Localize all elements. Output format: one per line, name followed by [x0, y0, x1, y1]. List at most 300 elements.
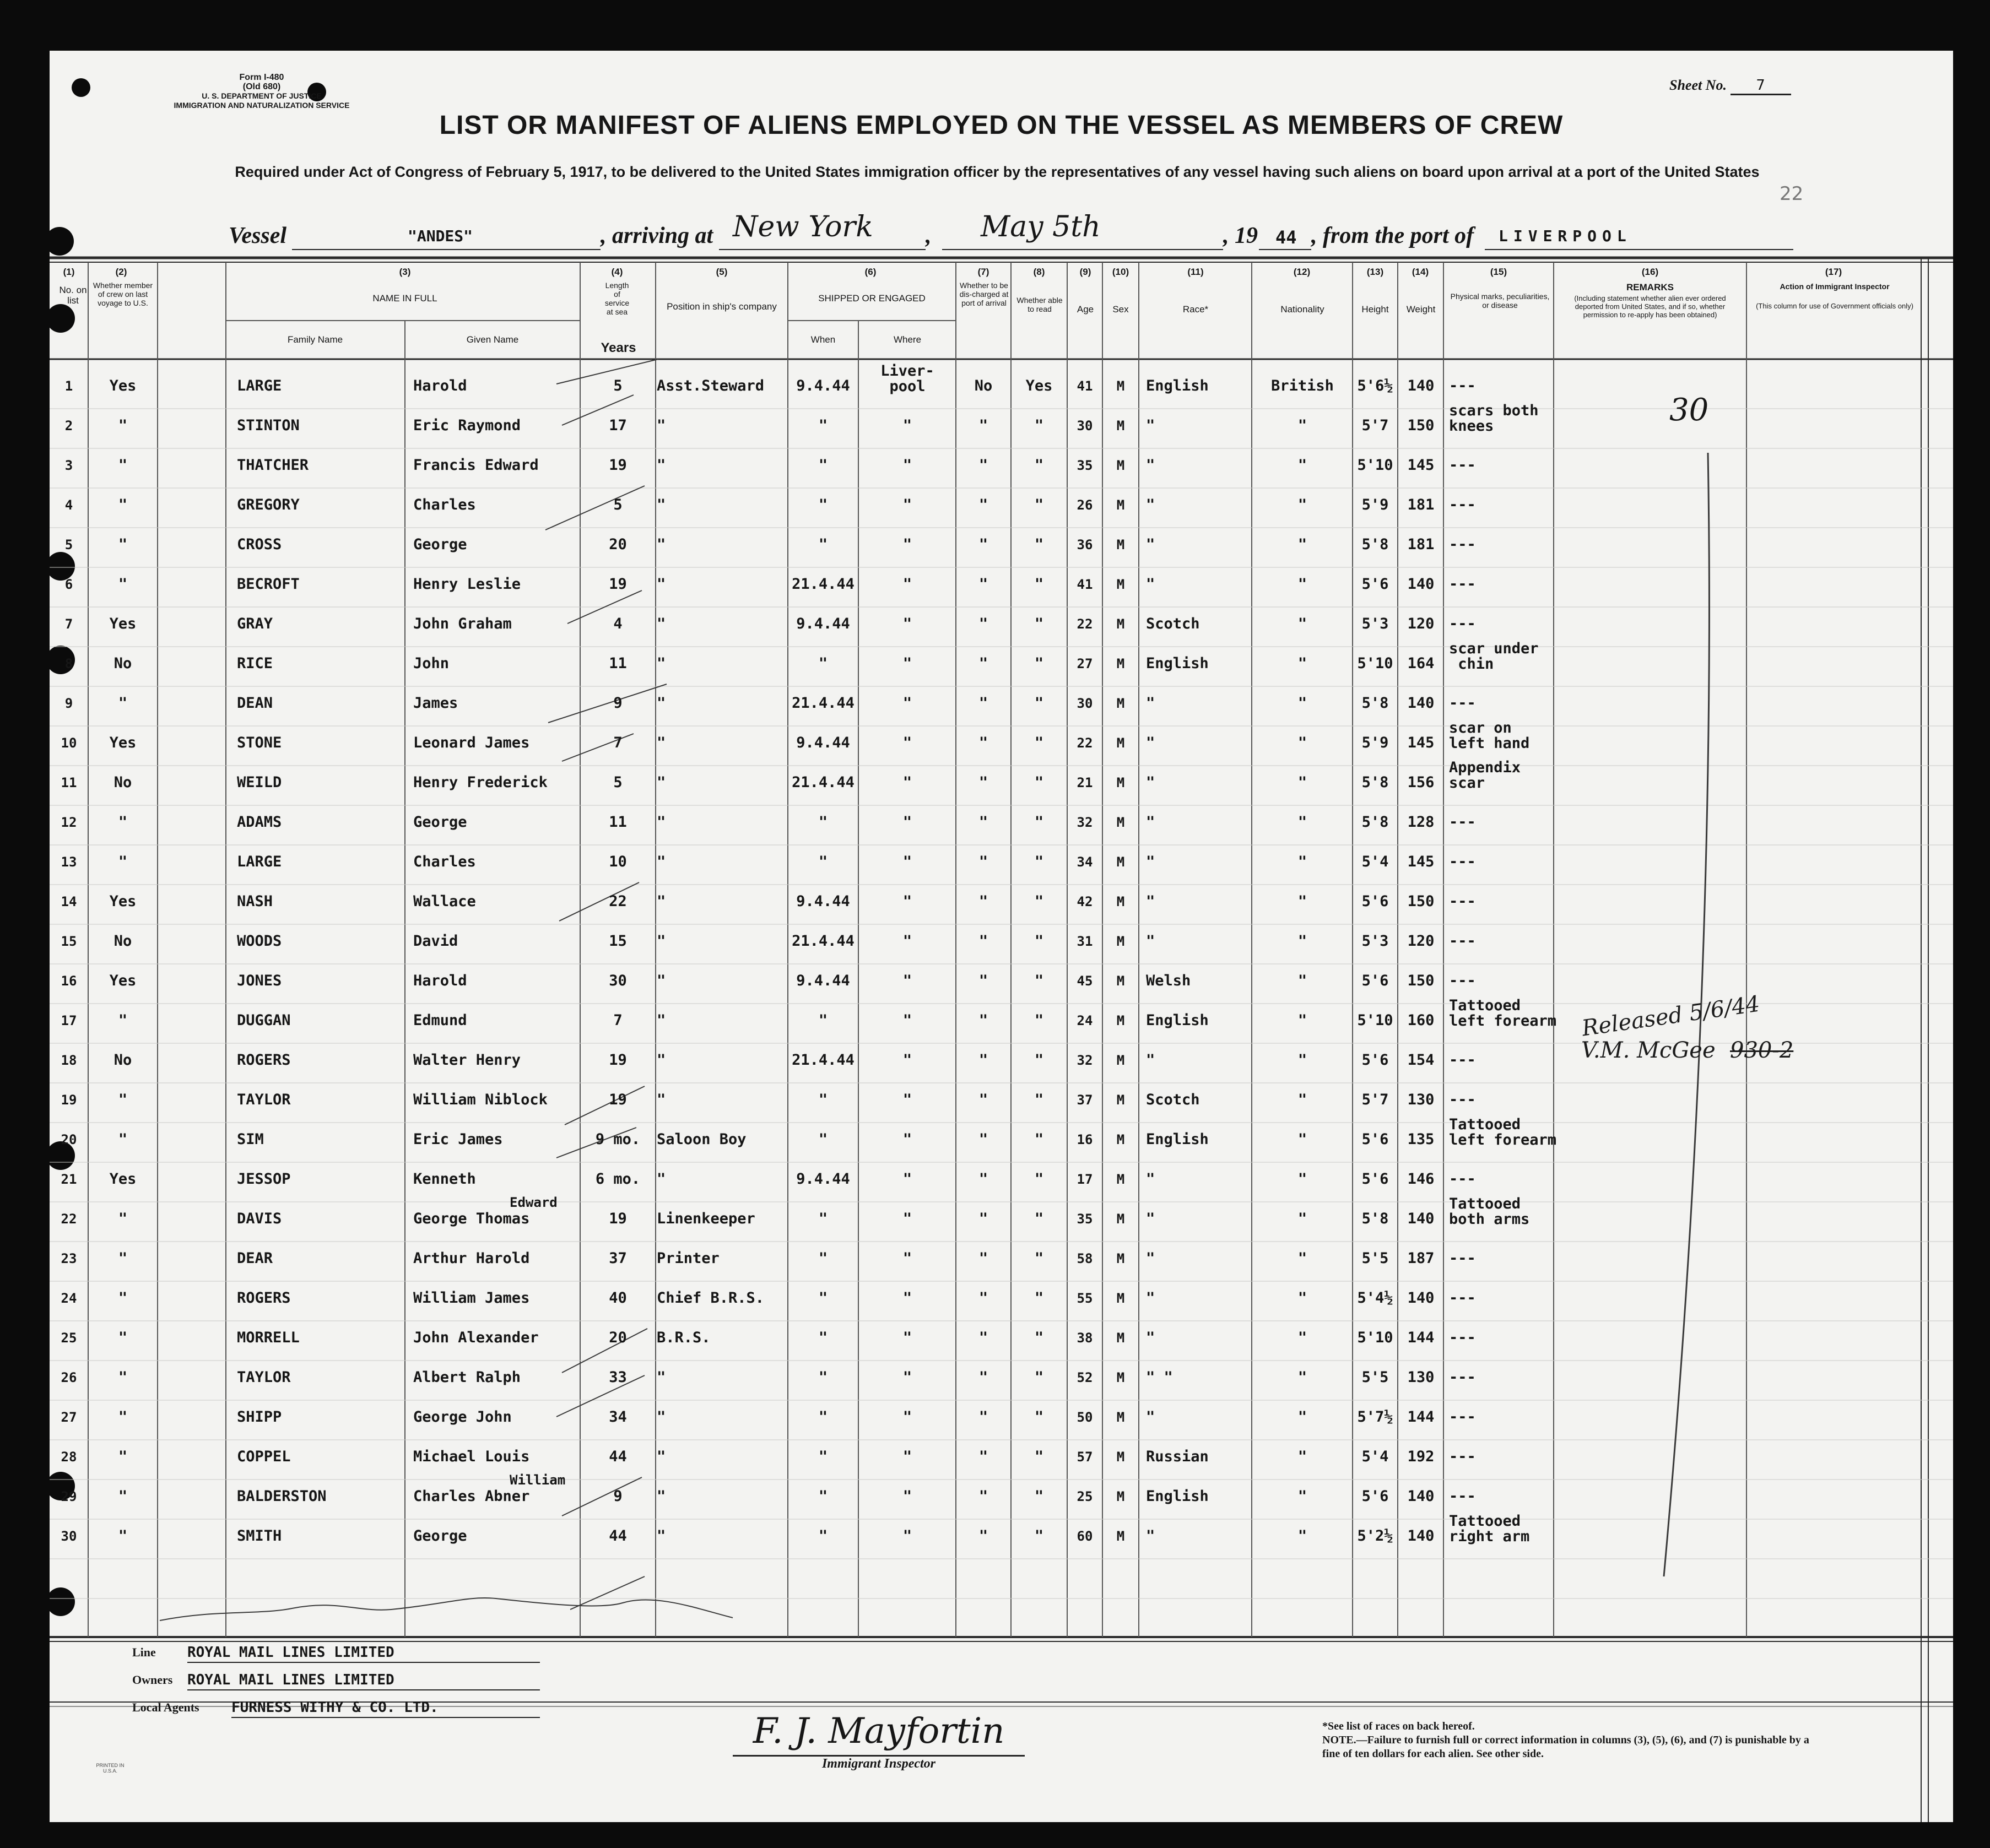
- cell-weight: 144: [1407, 1408, 1435, 1426]
- cell-discharged: ": [978, 1369, 988, 1386]
- cell-nationality: ": [1297, 615, 1307, 632]
- cell-sex: M: [1116, 973, 1125, 989]
- cell-years-at-sea: 19: [609, 457, 627, 474]
- cell-given-name: Henry Frederick: [413, 774, 548, 791]
- cell-family-name: DEAR: [237, 1250, 273, 1267]
- col3-family-header: Family Name: [287, 334, 343, 345]
- col7-header: Whether to be dis-charged at port of arrival: [959, 281, 1009, 307]
- punch-hole: [50, 227, 74, 256]
- cell-able-to-read: ": [1034, 1012, 1044, 1029]
- cell-last-voyage: No: [113, 933, 132, 950]
- cell-last-voyage: ": [118, 1448, 128, 1465]
- cell-height: 5'3: [1361, 933, 1389, 950]
- cell-given-name: William Niblock: [413, 1091, 548, 1108]
- cell-nationality: ": [1297, 1210, 1307, 1227]
- cell-family-name: DAVIS: [237, 1210, 282, 1227]
- col10-header: Sex: [1112, 304, 1129, 315]
- cell-weight: 130: [1407, 1369, 1435, 1386]
- cell-shipped-where: ": [902, 576, 912, 593]
- cell-last-voyage: ": [118, 814, 128, 831]
- agents-value: FURNESS WITHY & CO. LTD.: [231, 1699, 540, 1718]
- form-old-number: (Old 680): [242, 82, 281, 91]
- col10-num: (10): [1112, 267, 1129, 277]
- col1-num: (1): [63, 267, 75, 277]
- cell-discharged: ": [978, 655, 988, 672]
- cell-shipped-where: ": [902, 774, 912, 791]
- cell-able-to-read: ": [1034, 933, 1044, 950]
- cell-last-voyage: ": [118, 1091, 128, 1108]
- cell-physical-marks: ---: [1449, 457, 1476, 474]
- cell-weight: 140: [1407, 1289, 1435, 1307]
- cell-shipped-when: ": [818, 1250, 828, 1267]
- cell-sex: M: [1116, 775, 1125, 790]
- sheet-number-field: [1669, 77, 1791, 95]
- cell-family-name: NASH: [237, 893, 273, 910]
- col11-header: Race*: [1182, 304, 1209, 315]
- cell-race: ": [1146, 417, 1155, 434]
- cell-age: 38: [1077, 1330, 1093, 1346]
- cell-physical-marks: ---: [1449, 972, 1476, 989]
- cell-shipped-when: ": [818, 417, 828, 434]
- cell-age: 42: [1077, 894, 1093, 909]
- cell-race: ": [1146, 695, 1155, 712]
- cell-height: 5'10: [1357, 1012, 1393, 1029]
- cell-given-name: Eric Raymond: [413, 417, 521, 434]
- cell-row-number: 8: [64, 656, 73, 671]
- cell-race: ": [1146, 1052, 1155, 1069]
- year-suffix: 44: [1275, 227, 1297, 248]
- cell-position: Saloon Boy: [657, 1131, 747, 1148]
- cell-discharged: ": [978, 1012, 988, 1029]
- cell-position: ": [657, 853, 666, 870]
- cell-nationality: ": [1297, 576, 1307, 593]
- cell-given-name: David: [413, 933, 458, 950]
- cell-family-name: GREGORY: [237, 496, 300, 513]
- cell-age: 57: [1077, 1449, 1093, 1465]
- col15-num: (15): [1490, 267, 1507, 277]
- cell-years-at-sea: 40: [609, 1289, 627, 1307]
- cell-row-number: 4: [64, 497, 73, 513]
- cell-weight: 150: [1407, 417, 1435, 434]
- cell-years-at-sea: 5: [613, 377, 623, 394]
- cell-able-to-read: ": [1034, 1091, 1044, 1108]
- col16-header: REMARKS: [1626, 282, 1674, 292]
- print-stamp: PRINTED IN U.S.A.: [96, 1763, 125, 1774]
- cell-age: 35: [1077, 458, 1093, 473]
- cell-given-name-addition: William: [510, 1472, 566, 1488]
- cell-last-voyage: ": [118, 536, 128, 553]
- cell-sex: M: [1116, 1053, 1125, 1068]
- cell-shipped-where: ": [902, 1329, 912, 1346]
- cell-physical-marks: Appendix scar: [1449, 759, 1521, 792]
- cell-years-at-sea: 33: [609, 1369, 627, 1386]
- cell-race: ": [1146, 1170, 1155, 1188]
- cell-shipped-where: ": [902, 1289, 912, 1307]
- cell-discharged: ": [978, 457, 988, 474]
- cell-family-name: COPPEL: [237, 1448, 291, 1465]
- cell-family-name: ADAMS: [237, 814, 282, 831]
- cell-years-at-sea: 10: [609, 853, 627, 870]
- cell-physical-marks: ---: [1449, 1091, 1476, 1108]
- cell-shipped-where: ": [902, 1131, 912, 1148]
- crossed-number: 930-2: [1730, 1038, 1794, 1063]
- cell-sex: M: [1116, 1330, 1125, 1346]
- manifest-sheet: [50, 51, 1953, 1822]
- cell-family-name: TAYLOR: [237, 1091, 291, 1108]
- cell-years-at-sea: 19: [609, 1052, 627, 1069]
- cell-position: Linenkeeper: [657, 1210, 755, 1227]
- cell-weight: 150: [1407, 972, 1435, 989]
- cell-nationality: ": [1297, 1408, 1307, 1426]
- cell-family-name: STINTON: [237, 417, 300, 434]
- vessel-name: "ANDES": [408, 227, 473, 245]
- col6-num: (6): [864, 267, 877, 277]
- cell-sex: M: [1116, 1251, 1125, 1266]
- cell-physical-marks: ---: [1449, 576, 1476, 593]
- cell-given-name: Wallace: [413, 893, 476, 910]
- col17-subheader: (This column for use of Government officials only): [1756, 302, 1913, 310]
- cell-years-at-sea: 4: [613, 615, 623, 632]
- cell-age: 36: [1077, 537, 1093, 552]
- cell-last-voyage: ": [118, 1329, 128, 1346]
- col5-header: Position in ship's company: [667, 301, 777, 312]
- cell-able-to-read: ": [1034, 655, 1044, 672]
- penalty-note: NOTE.—Failure to furnish full or correct information in columns (3), (5), (6), and (7) is punishable by a fine of ten dollars for each alien. See other side.: [1322, 1734, 1809, 1760]
- cell-able-to-read: ": [1034, 1448, 1044, 1465]
- col9-header: Age: [1077, 304, 1094, 315]
- cell-shipped-when: 9.4.44: [796, 615, 850, 632]
- cell-race: Russian: [1146, 1448, 1209, 1465]
- cell-able-to-read: ": [1034, 1408, 1044, 1426]
- cell-sex: M: [1116, 1291, 1125, 1306]
- col14-header: Weight: [1406, 304, 1436, 315]
- cell-last-voyage: ": [118, 496, 128, 513]
- cell-able-to-read: ": [1034, 893, 1044, 910]
- cell-given-name: Kenneth: [413, 1170, 476, 1188]
- cell-position: ": [657, 774, 666, 791]
- cell-race: English: [1146, 1131, 1209, 1148]
- cell-physical-marks: ---: [1449, 1250, 1476, 1267]
- cell-age: 52: [1077, 1370, 1093, 1385]
- cell-able-to-read: ": [1034, 1488, 1044, 1505]
- cell-discharged: ": [978, 576, 988, 593]
- cell-height: 5'8: [1361, 814, 1389, 831]
- cell-shipped-where: ": [902, 457, 912, 474]
- cell-sex: M: [1116, 1132, 1125, 1147]
- cell-weight: 150: [1407, 893, 1435, 910]
- cell-sex: M: [1116, 577, 1125, 592]
- cell-weight: 160: [1407, 1012, 1435, 1029]
- cell-discharged: ": [978, 1329, 988, 1346]
- cell-last-voyage: ": [118, 695, 128, 712]
- year-prefix: , 19: [1223, 223, 1258, 248]
- cell-years-at-sea: 15: [609, 933, 627, 950]
- inspector-signature-block: [733, 1711, 1025, 1771]
- cell-position: ": [657, 1369, 666, 1386]
- document-title: LIST OR MANIFEST OF ALIENS EMPLOYED ON THE VESSEL AS MEMBERS OF CREW: [439, 111, 1564, 140]
- cell-given-name: Charles: [413, 853, 476, 870]
- cell-row-number: 3: [64, 458, 73, 473]
- cell-nationality: ": [1297, 1052, 1307, 1069]
- cell-given-name: John Graham: [413, 615, 512, 632]
- cell-shipped-where: ": [902, 655, 912, 672]
- cell-weight: 135: [1407, 1131, 1435, 1148]
- cell-height: 5'7: [1361, 1091, 1389, 1108]
- cell-last-voyage: Yes: [109, 893, 137, 910]
- cell-height: 5'10: [1357, 1329, 1393, 1346]
- cell-position: ": [657, 1091, 666, 1108]
- cell-height: 5'8: [1361, 1210, 1389, 1227]
- col15-header: Physical marks, peculiarities, or disease: [1450, 292, 1550, 310]
- cell-years-at-sea: 34: [609, 1408, 627, 1426]
- cell-shipped-where: ": [902, 1052, 912, 1069]
- cell-nationality: ": [1297, 933, 1307, 950]
- cell-height: 5'6: [1361, 576, 1389, 593]
- cell-family-name: JONES: [237, 972, 282, 989]
- cell-family-name: BECROFT: [237, 576, 300, 593]
- cell-family-name: ROGERS: [237, 1052, 291, 1069]
- cell-age: 16: [1077, 1132, 1093, 1147]
- cell-discharged: ": [978, 695, 988, 712]
- col8-header: Whether able to read: [1016, 296, 1063, 313]
- cell-race: ": [1146, 933, 1155, 950]
- cell-race: ": [1146, 496, 1155, 513]
- document-subtitle: Required under Act of Congress of February 5, 1917, to be delivered to the United States immigration officer by the representatives of any vessel having such aliens on board upon arrival at a port of the United States: [235, 164, 1760, 180]
- cell-shipped-when: ": [818, 1527, 828, 1544]
- col6-header: SHIPPED OR ENGAGED: [818, 293, 926, 304]
- cell-able-to-read: Yes: [1025, 377, 1053, 394]
- cell-years-at-sea: 17: [609, 417, 627, 434]
- cell-row-number: 18: [61, 1053, 77, 1068]
- cell-shipped-when: ": [818, 1448, 828, 1465]
- cell-weight: 140: [1407, 1527, 1435, 1544]
- cell-years-at-sea: 19: [609, 1210, 627, 1227]
- cell-sex: M: [1116, 656, 1125, 671]
- cell-last-voyage: ": [118, 1131, 128, 1148]
- released-note: Released 5/6/44: [1580, 991, 1761, 1042]
- cell-shipped-when: 9.4.44: [796, 893, 850, 910]
- cell-able-to-read: ": [1034, 695, 1044, 712]
- cell-shipped-when: 21.4.44: [792, 774, 855, 791]
- cell-discharged: ": [978, 1091, 988, 1108]
- cell-shipped-when: ": [818, 457, 828, 474]
- cell-position: ": [657, 933, 666, 950]
- cell-last-voyage: ": [118, 853, 128, 870]
- cell-last-voyage: ": [118, 457, 128, 474]
- cell-discharged: ": [978, 774, 988, 791]
- cell-years-at-sea: 19: [609, 576, 627, 593]
- cell-family-name: WEILD: [237, 774, 282, 791]
- cell-row-number: 5: [64, 537, 73, 552]
- col8-num: (8): [1033, 267, 1045, 277]
- col12-num: (12): [1293, 267, 1311, 277]
- cell-given-name: John: [413, 655, 450, 672]
- sheet-number-value: 7: [1731, 77, 1791, 95]
- cell-shipped-where: ": [902, 1408, 912, 1426]
- cell-shipped-where: ": [902, 1488, 912, 1505]
- cell-row-number: 9: [64, 696, 73, 711]
- col1-header: No. on list: [59, 285, 87, 306]
- cell-height: 5'6: [1361, 1131, 1389, 1148]
- cell-height: 5'4½: [1357, 1289, 1393, 1307]
- cell-nationality: ": [1297, 695, 1307, 712]
- cell-discharged: ": [978, 1131, 988, 1148]
- cell-sex: M: [1116, 378, 1125, 394]
- cell-race: ": [1146, 1289, 1155, 1307]
- cell-row-number: 28: [61, 1449, 77, 1465]
- cell-weight: 145: [1407, 457, 1435, 474]
- cell-race: ": [1146, 893, 1155, 910]
- cell-age: 60: [1077, 1529, 1093, 1544]
- cell-discharged: ": [978, 1488, 988, 1505]
- cell-discharged: ": [978, 1210, 988, 1227]
- cell-race: ": [1146, 814, 1155, 831]
- cell-weight: 140: [1407, 1488, 1435, 1505]
- cell-height: 5'6: [1361, 893, 1389, 910]
- cell-able-to-read: ": [1034, 615, 1044, 632]
- cell-age: 41: [1077, 378, 1093, 394]
- cell-given-name: Michael Louis: [413, 1448, 530, 1465]
- cell-family-name: SMITH: [237, 1527, 282, 1544]
- cell-given-name: Arthur Harold: [413, 1250, 530, 1267]
- cell-shipped-when: ": [818, 1210, 828, 1227]
- cell-height: 5'8: [1361, 774, 1389, 791]
- cell-age: 24: [1077, 1013, 1093, 1028]
- cell-last-voyage: ": [118, 1488, 128, 1505]
- cell-years-at-sea: 20: [609, 1329, 627, 1346]
- cell-physical-marks: scars both knees: [1449, 402, 1539, 435]
- cell-able-to-read: ": [1034, 853, 1044, 870]
- cell-race: English: [1146, 1488, 1209, 1505]
- cell-physical-marks: ---: [1449, 615, 1476, 632]
- cell-nationality: ": [1297, 972, 1307, 989]
- cell-position: ": [657, 1488, 666, 1505]
- cell-family-name: MORRELL: [237, 1329, 300, 1346]
- from-label: , from the port of: [1311, 223, 1474, 248]
- cell-height: 5'9: [1361, 734, 1389, 751]
- cell-position: ": [657, 814, 666, 831]
- cell-row-number: 30: [61, 1529, 77, 1544]
- cell-row-number: 6: [64, 577, 73, 592]
- cell-weight: 181: [1407, 536, 1435, 553]
- cell-height: 5'5: [1361, 1250, 1389, 1267]
- count-mark: 30: [1669, 392, 1709, 428]
- cell-age: 31: [1077, 934, 1093, 949]
- line-value: ROYAL MAIL LINES LIMITED: [187, 1644, 540, 1663]
- cell-last-voyage: ": [118, 576, 128, 593]
- cell-height: 5'2½: [1357, 1527, 1393, 1544]
- cell-shipped-where: ": [902, 893, 912, 910]
- cell-sex: M: [1116, 815, 1125, 830]
- agents-label: Local Agents: [132, 1700, 199, 1714]
- col3-given-header: Given Name: [466, 334, 519, 345]
- cell-race: ": [1146, 774, 1155, 791]
- col4-num: (4): [611, 267, 623, 277]
- cell-family-name: JESSOP: [237, 1170, 291, 1188]
- cell-years-at-sea: 44: [609, 1527, 627, 1544]
- cell-family-name: LARGE: [237, 853, 282, 870]
- cell-race: Scotch: [1146, 615, 1200, 632]
- cell-nationality: ": [1297, 1527, 1307, 1544]
- cell-age: 22: [1077, 735, 1093, 751]
- owners-value: ROYAL MAIL LINES LIMITED: [187, 1672, 540, 1690]
- cell-row-number: 21: [61, 1172, 77, 1187]
- department-name: U. S. DEPARTMENT OF JUSTICE: [202, 91, 322, 100]
- cell-years-at-sea: 7: [613, 734, 623, 751]
- sheet-number-label: Sheet No.: [1669, 77, 1727, 93]
- cell-discharged: ": [978, 1250, 988, 1267]
- cell-given-name: Edmund: [413, 1012, 467, 1029]
- cell-height: 5'6: [1361, 1488, 1389, 1505]
- cell-row-number: 11: [61, 775, 77, 790]
- cell-shipped-when: ": [818, 814, 828, 831]
- col3-num: (3): [399, 267, 411, 277]
- cell-position: ": [657, 536, 666, 553]
- cell-nationality: ": [1297, 1289, 1307, 1307]
- cell-nationality: ": [1297, 1131, 1307, 1148]
- cell-able-to-read: ": [1034, 417, 1044, 434]
- cell-years-at-sea: 44: [609, 1448, 627, 1465]
- cell-race: ": [1146, 457, 1155, 474]
- footer-notes: [1322, 1720, 1818, 1761]
- cell-able-to-read: ": [1034, 496, 1044, 513]
- col2-header: Whether member of crew on last voyage to U.S.: [93, 281, 153, 307]
- cell-discharged: ": [978, 1052, 988, 1069]
- cell-nationality: ": [1297, 734, 1307, 751]
- cell-last-voyage: ": [118, 1210, 128, 1227]
- cell-sex: M: [1116, 616, 1125, 632]
- cell-able-to-read: ": [1034, 1250, 1044, 1267]
- cell-nationality: ": [1297, 853, 1307, 870]
- cell-weight: 192: [1407, 1448, 1435, 1465]
- cell-given-name-addition: Edward: [510, 1195, 558, 1210]
- col16-subheader: (Including statement whether alien ever ordered deported from United States, and if so, whether permission to re-apply has been obtained): [1574, 294, 1726, 319]
- cell-height: 5'9: [1361, 496, 1389, 513]
- col11-num: (11): [1187, 267, 1204, 277]
- cell-given-name: James: [413, 695, 458, 712]
- cell-physical-marks: ---: [1449, 1488, 1476, 1505]
- cell-shipped-when: 9.4.44: [796, 972, 850, 989]
- cell-race: English: [1146, 655, 1209, 672]
- cell-row-number: 20: [61, 1132, 77, 1147]
- cell-given-name: George: [413, 1527, 467, 1544]
- cell-row-number: 1: [64, 378, 73, 394]
- cell-race: Welsh: [1146, 972, 1191, 989]
- cell-last-voyage: ": [118, 1289, 128, 1307]
- cell-height: 5'7: [1361, 417, 1389, 434]
- cell-physical-marks: ---: [1449, 814, 1476, 831]
- cell-position: ": [657, 496, 666, 513]
- cell-shipped-when: ": [818, 536, 828, 553]
- cell-years-at-sea: 30: [609, 972, 627, 989]
- cell-nationality: ": [1297, 655, 1307, 672]
- cell-position: ": [657, 695, 666, 712]
- cell-years-at-sea: 5: [613, 496, 623, 513]
- cell-nationality: ": [1297, 1488, 1307, 1505]
- cell-shipped-where: ": [902, 1448, 912, 1465]
- cell-row-number: 12: [61, 815, 77, 830]
- cell-row-number: 19: [61, 1092, 77, 1108]
- cell-race: ": [1146, 734, 1155, 751]
- cell-position: ": [657, 1527, 666, 1544]
- service-name: IMMIGRATION AND NATURALIZATION SERVICE: [174, 101, 350, 110]
- cell-discharged: ": [978, 417, 988, 434]
- cell-race: ": [1146, 1527, 1155, 1544]
- cell-weight: 120: [1407, 615, 1435, 632]
- cell-shipped-where: ": [902, 814, 912, 831]
- cell-discharged: ": [978, 1170, 988, 1188]
- cell-age: 55: [1077, 1291, 1093, 1306]
